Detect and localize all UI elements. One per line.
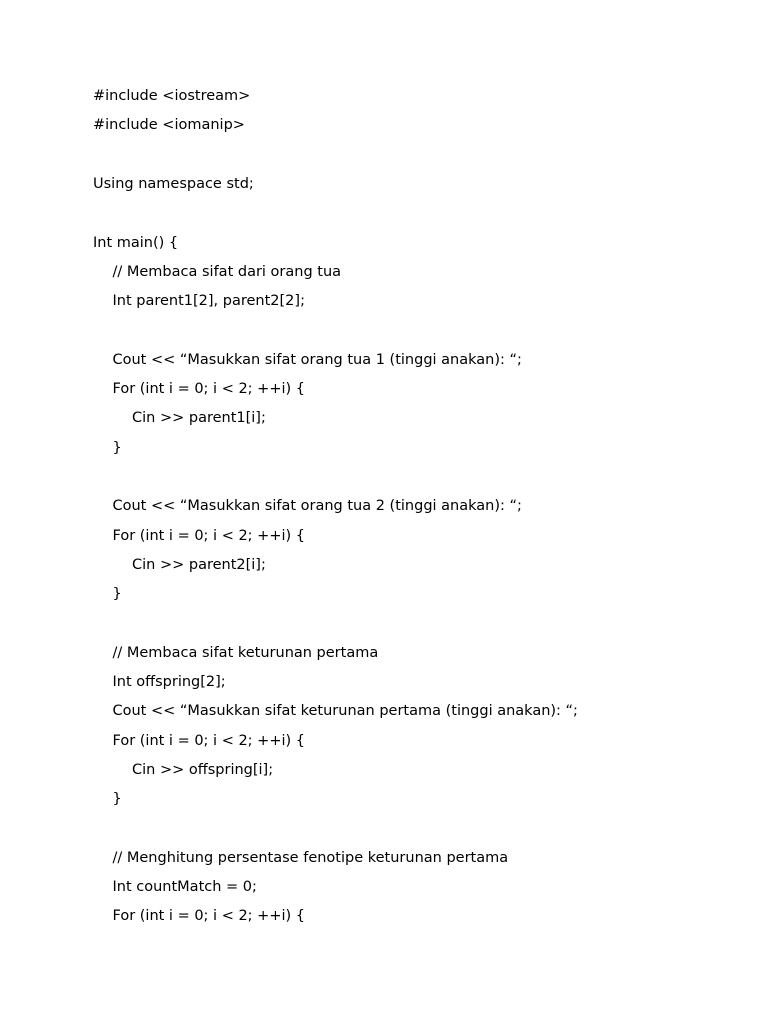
code-line: Cin >> parent1[i];: [132, 410, 266, 427]
code-line: #include <iomanip>: [93, 117, 245, 134]
code-line: For (int i = 0; i < 2; ++i) {: [112, 732, 305, 749]
code-line: // Menghitung persentase fenotipe keturunan pertama: [112, 849, 509, 866]
code-line: Cin >> parent2[i];: [132, 556, 266, 573]
code-line: // Membaca sifat keturunan pertama: [112, 644, 379, 661]
code-line: Using namespace std;: [93, 175, 254, 192]
code-line: Int offspring[2];: [112, 674, 226, 690]
code-line: For (int i = 0; i < 2; ++i) {: [112, 381, 305, 397]
code-line: #include <iostream>: [93, 88, 251, 104]
code-line: // Membaca sifat dari orang tua: [112, 263, 342, 280]
code-line: }: [112, 439, 122, 456]
code-line: Cout << “Masukkan sifat orang tua 1 (tinggi anakan): “;: [112, 351, 522, 368]
code-line: }: [112, 791, 122, 808]
code-line: Cout << “Masukkan sifat orang tua 2 (tinggi anakan): “;: [112, 498, 522, 515]
code-line: For (int i = 0; i < 2; ++i) {: [112, 908, 305, 925]
code-line: Int main() {: [93, 234, 179, 251]
code-line: For (int i = 0; i < 2; ++i) {: [112, 527, 305, 544]
code-line: Int parent1[2], parent2[2];: [112, 293, 305, 310]
code-line: Cin >> offspring[i];: [132, 761, 274, 778]
code-line: }: [112, 586, 122, 603]
code-line: Int countMatch = 0;: [112, 879, 257, 896]
code-line: Cout << “Masukkan sifat keturunan pertama (tinggi anakan): “;: [112, 703, 578, 720]
